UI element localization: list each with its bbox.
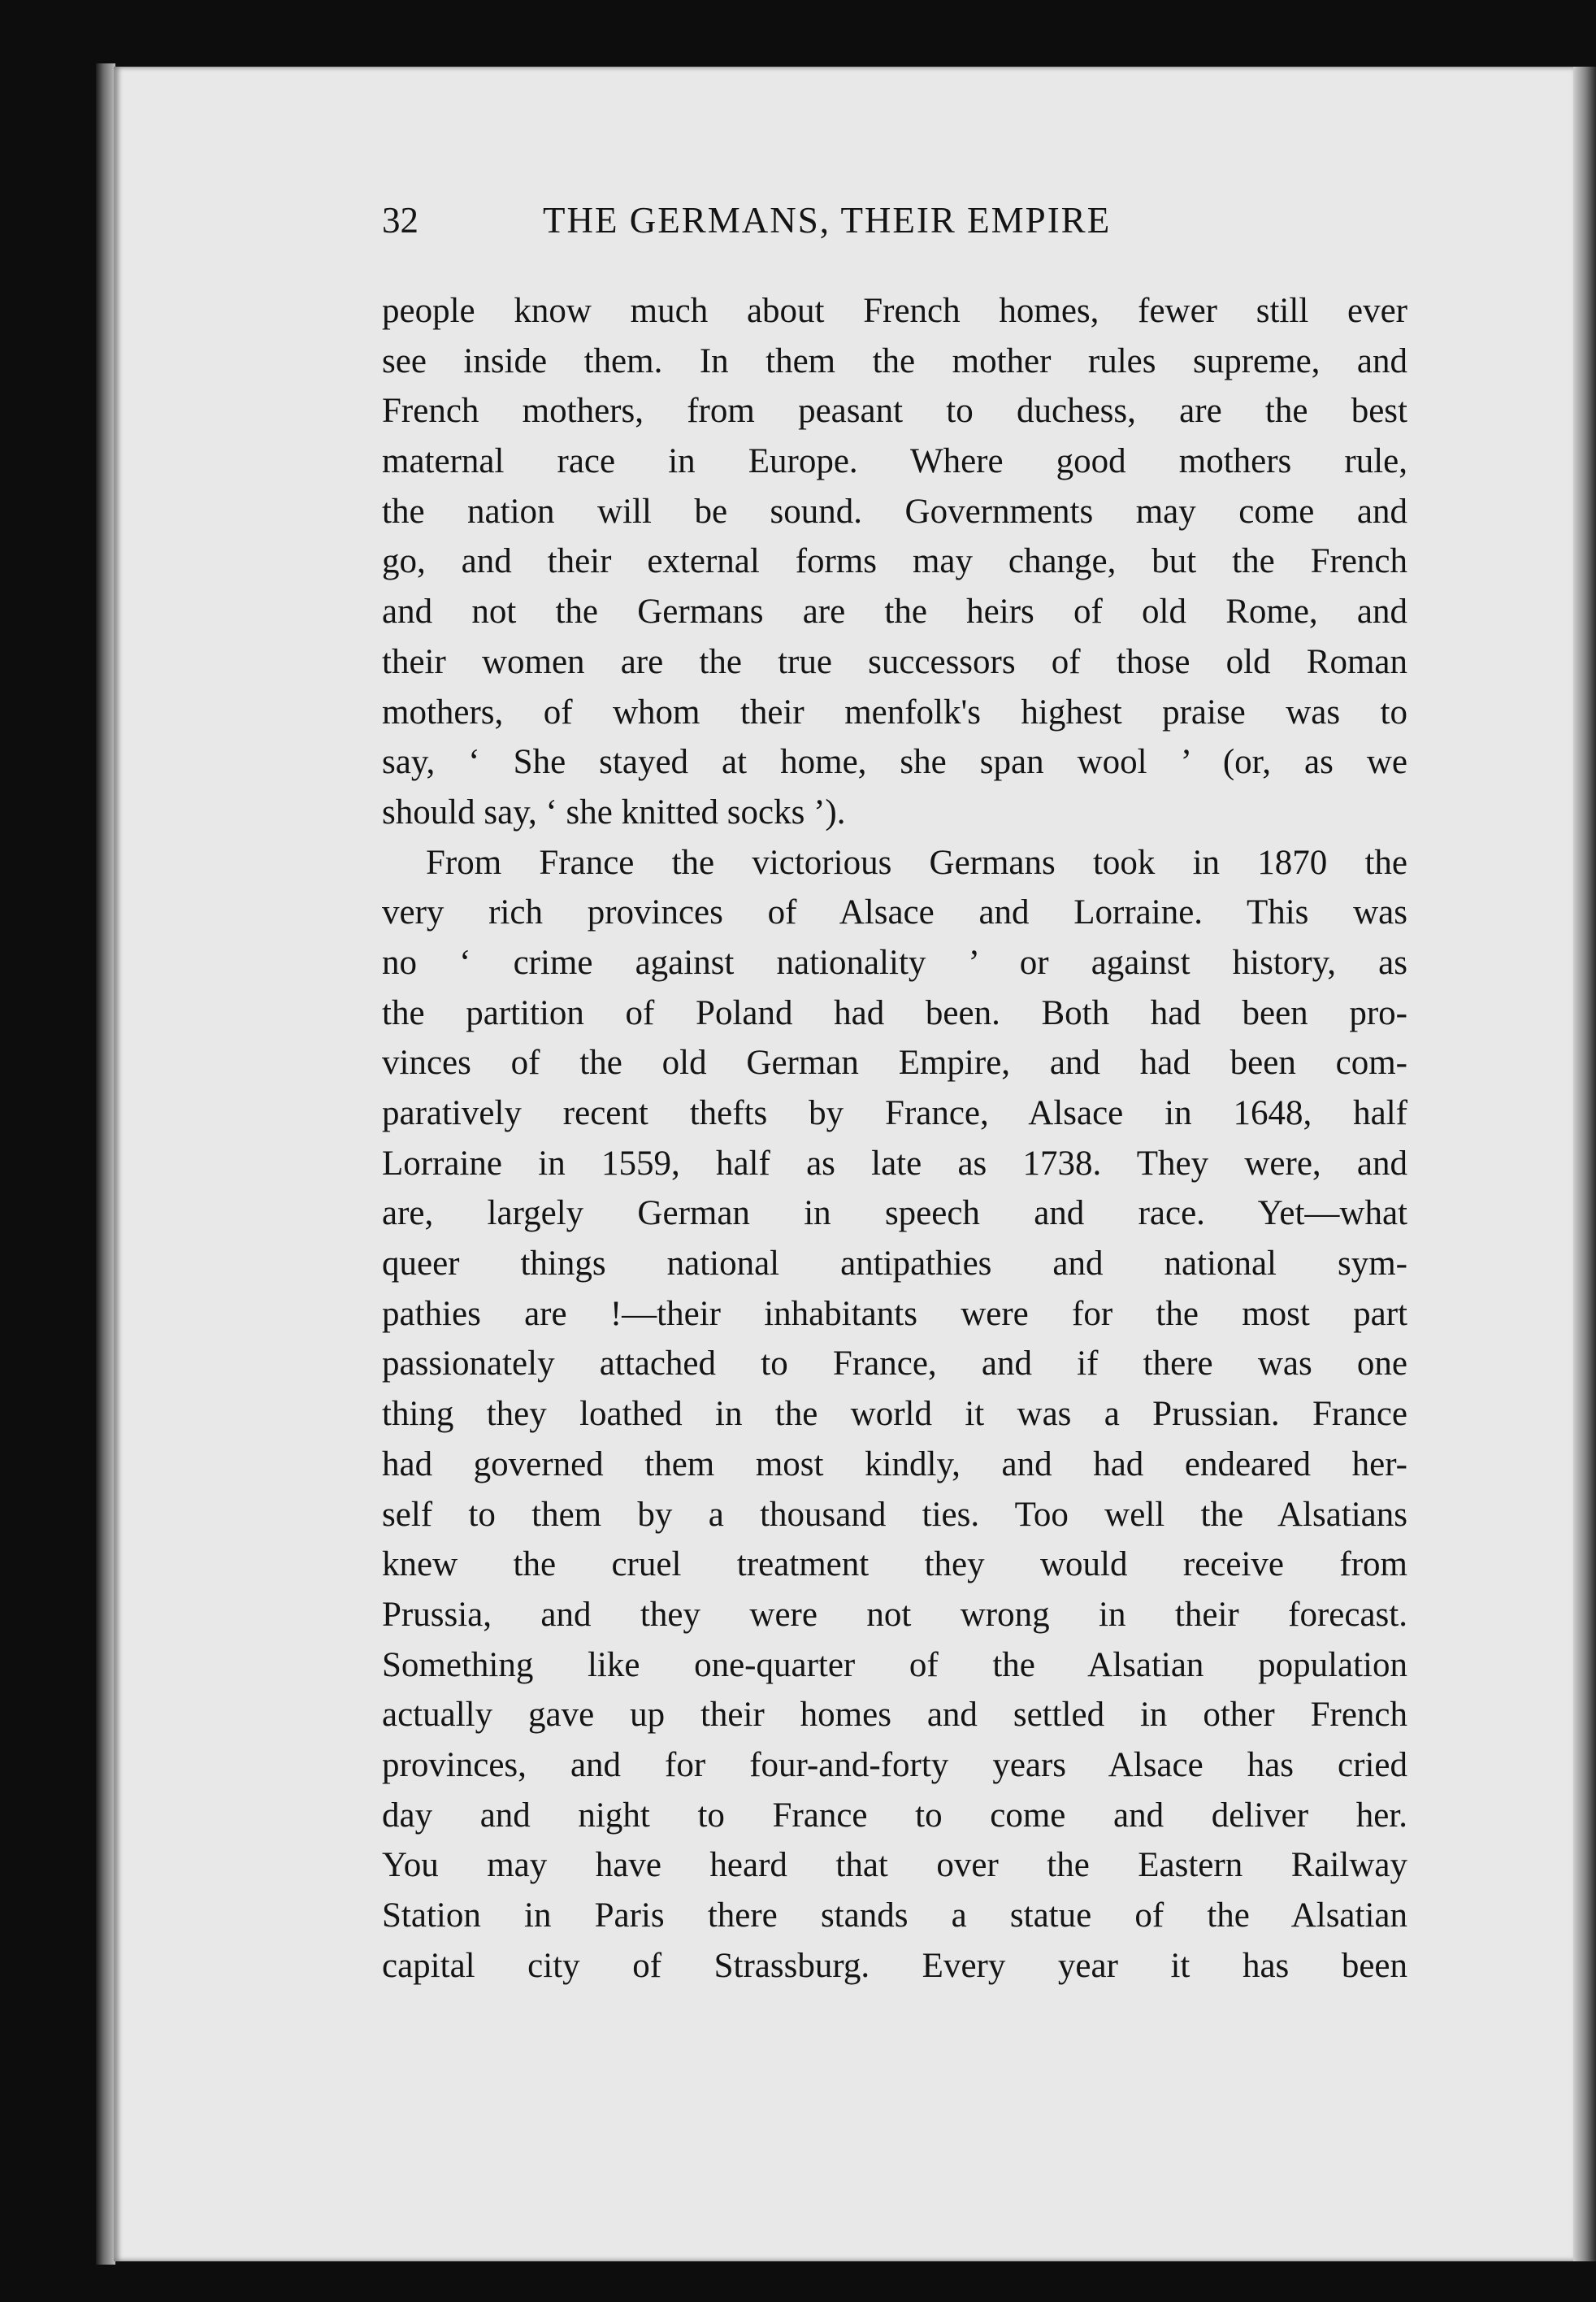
text-line: should say, ‘ she knitted socks ’). xyxy=(382,793,846,832)
text-line: day and night to France to come and deliver her. xyxy=(382,1796,1407,1835)
text-line: Station in Paris there stands a statue of the Alsatian xyxy=(382,1896,1407,1935)
text-line: You may have heard that over the Eastern Railway xyxy=(382,1846,1407,1885)
text-line: queer things national antipathies and national sym- xyxy=(382,1244,1407,1283)
body-text xyxy=(382,286,1407,1991)
page-right-edge xyxy=(1573,67,1596,2261)
text-line: go, and their external forms may change, but the French xyxy=(382,542,1407,581)
text-line: Lorraine in 1559, half as late as 1738. They were, and xyxy=(382,1144,1407,1183)
text-line: and not the Germans are the heirs of old Rome, and xyxy=(382,593,1407,632)
text-line: vinces of the old German Empire, and had been com- xyxy=(382,1044,1407,1083)
text-line: the nation will be sound. Governments may come and xyxy=(382,492,1407,531)
page-header xyxy=(382,199,1407,256)
text-line: Prussia, and they were not wrong in their forecast. xyxy=(382,1595,1407,1634)
text-line: no ‘ crime against nationality ’ or against history, as xyxy=(382,943,1407,982)
text-line: knew the cruel treatment they would receive from xyxy=(382,1545,1407,1584)
text-line: their women are the true successors of those old Roman xyxy=(382,642,1407,681)
text-line: provinces, and for four-and-forty years Alsace has cried xyxy=(382,1745,1407,1784)
text-line: say, ‘ She stayed at home, she span wool ’ (or, as we xyxy=(382,743,1407,782)
running-head: THE GERMANS, THEIR EMPIRE xyxy=(543,200,1112,241)
text-line: paratively recent thefts by France, Alsace in 1648, half xyxy=(382,1094,1407,1132)
text-line: pathies are !—their inhabitants were for the most part xyxy=(382,1294,1407,1333)
text-line: see inside them. In them the mother rules supreme, and xyxy=(382,341,1407,380)
text-line: French mothers, from peasant to duchess, are the best xyxy=(382,392,1407,431)
text-line: had governed them most kindly, and had endeared her- xyxy=(382,1444,1407,1483)
text-line: From France the victorious Germans took in 1870 the xyxy=(426,843,1407,882)
text-line: mothers, of whom their menfolk's highest praise was to xyxy=(382,693,1407,732)
text-line: thing they loathed in the world it was a Prussian. France xyxy=(382,1395,1407,1434)
text-line: actually gave up their homes and settled in other French xyxy=(382,1696,1407,1735)
text-line: very rich provinces of Alsace and Lorraine. This was xyxy=(382,893,1407,932)
page-left-edge xyxy=(96,63,115,2265)
text-line: are, largely German in speech and race. Yet—what xyxy=(382,1194,1407,1233)
text-line: passionately attached to France, and if there was one xyxy=(382,1344,1407,1383)
text-line: self to them by a thousand ties. Too well the Alsatians xyxy=(382,1495,1407,1534)
page-number: 32 xyxy=(382,200,419,241)
text-line: people know much about French homes, fewer still ever xyxy=(382,292,1407,330)
text-line: maternal race in Europe. Where good mothers rule, xyxy=(382,442,1407,481)
text-line: the partition of Poland had been. Both had been pro- xyxy=(382,993,1407,1032)
text-line: Something like one-quarter of the Alsatian population xyxy=(382,1645,1407,1684)
text-line: capital city of Strassburg. Every year it has been xyxy=(382,1946,1407,1985)
